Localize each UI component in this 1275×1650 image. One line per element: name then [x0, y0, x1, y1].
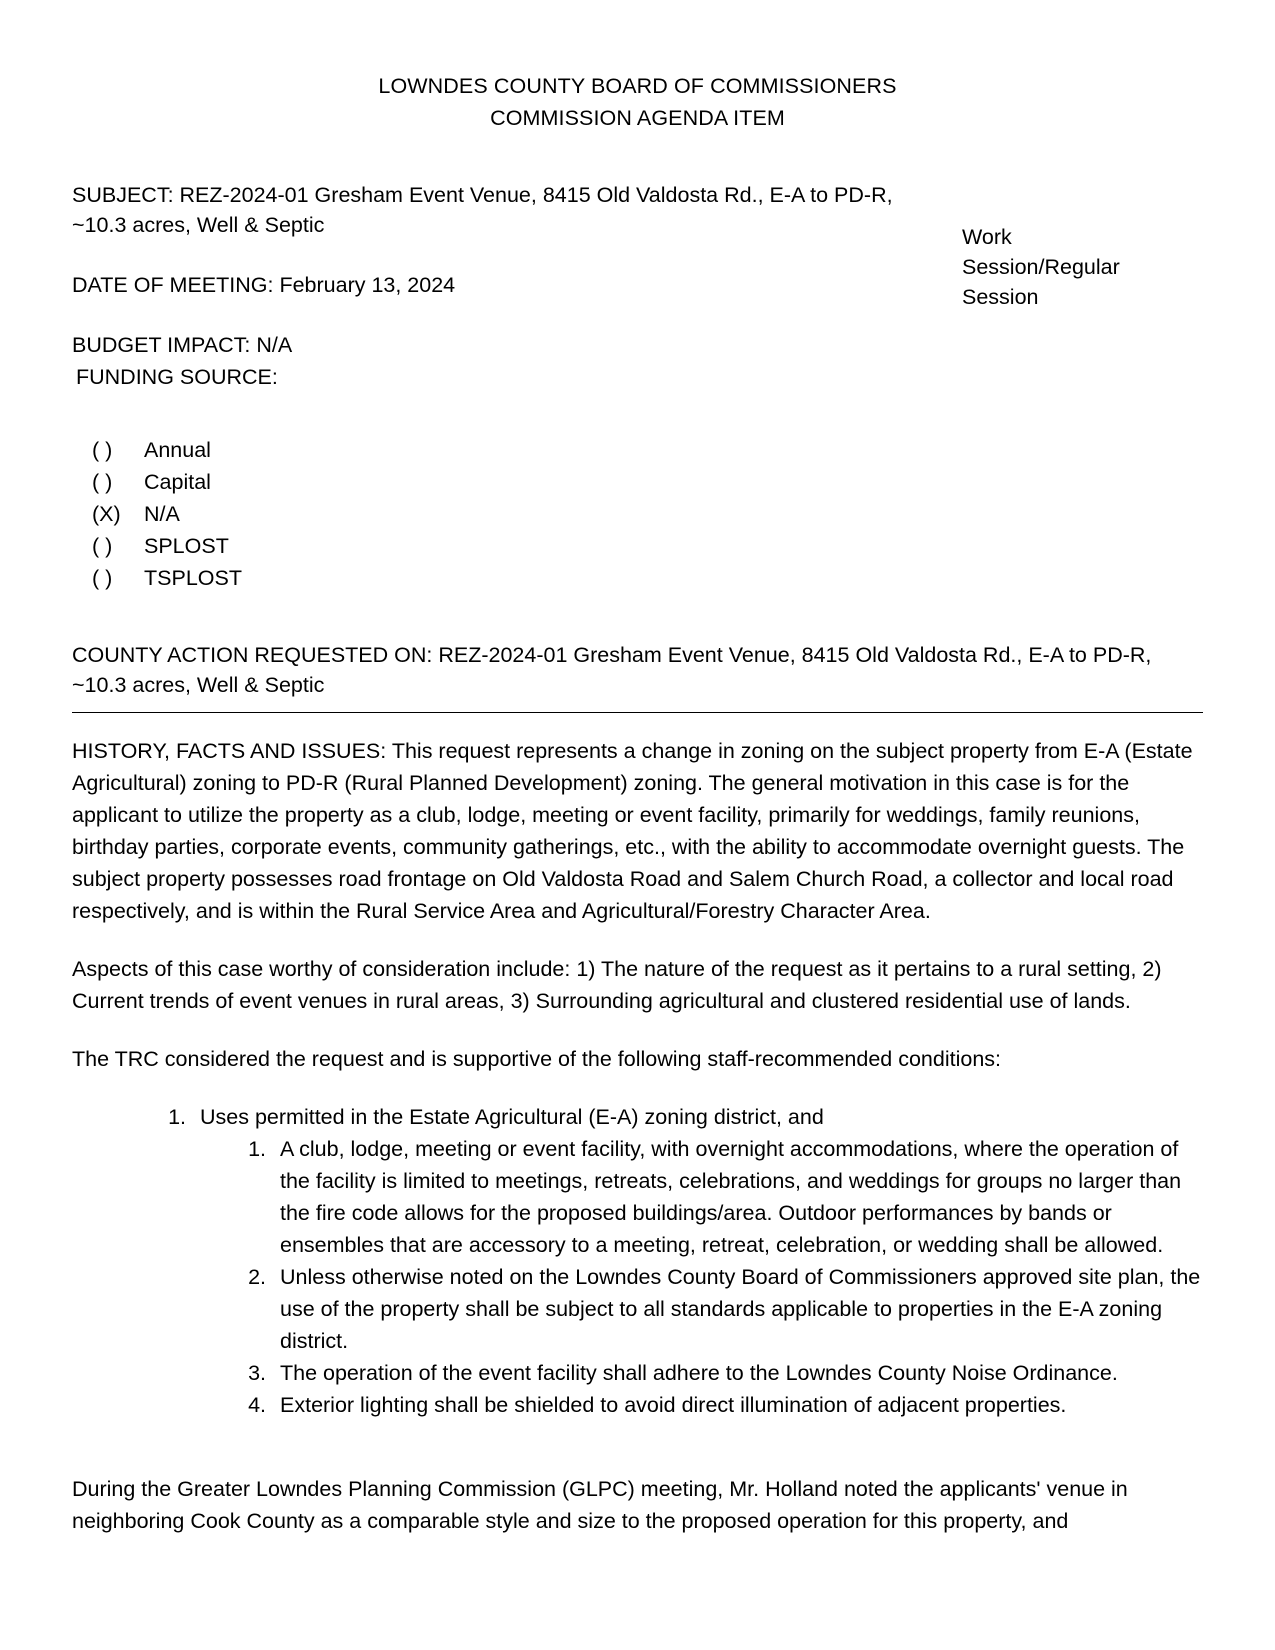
funding-option-label: SPLOST [144, 534, 229, 558]
checkbox-tsplost[interactable]: ( ) [92, 566, 113, 590]
funding-source-line: FUNDING SOURCE: [76, 365, 278, 389]
funding-option-na[interactable] [92, 498, 1203, 530]
checkbox-capital[interactable]: ( ) [92, 470, 113, 494]
funding-option-label: TSPLOST [144, 566, 242, 590]
history-facts-issues-section [72, 735, 1203, 1537]
budget-impact-line: BUDGET IMPACT: N/A [72, 333, 293, 357]
funding-option-label: Annual [144, 438, 211, 462]
sub-condition-item: 1. A club, lodge, meeting or event facility, with overnight accommodations, where the operation of the facility is limited to meetings, retreats, celebrations, and weddings for groups no larger than the fire code allows for the proposed buildings/area. Outdoor performances by bands or ensembles that are accessory to a meeting, retreat, celebration, or wedding shall be allowed. [272, 1133, 1203, 1261]
funding-options-list [72, 434, 1203, 594]
history-paragraph-1: HISTORY, FACTS AND ISSUES: This request represents a change in zoning on the subject property from E-A (Estate Agricultural) zoning to PD-R (Rural Planned Development) zoning. The general motivation in this case is for the applicant to utilize the property as a club, lodge, meeting or event facility, primarily for weddings, family reunions, birthday parties, corporate events, community gatherings, etc., with the ability to accommodate overnight guests. The subject property possesses road frontage on Old Valdosta Road and Salem Church Road, a collector and local road respectively, and is within the Rural Service Area and Agricultural/Forestry Character Area. [72, 739, 1193, 923]
condition-main-text: Uses permitted in the Estate Agricultural (E-A) zoning district, and [200, 1105, 824, 1129]
document-title [72, 70, 1203, 134]
session-note: Work Session/Regular Session [962, 225, 1120, 309]
funding-option-tsplost[interactable] [92, 562, 1203, 594]
checkbox-splost[interactable]: ( ) [92, 534, 113, 558]
sub-condition-item: 4. Exterior lighting shall be shielded to avoid direct illumination of adjacent properties. [272, 1389, 1203, 1421]
history-paragraph-2: Aspects of this case worthy of consideration include: 1) The nature of the request as it pertains to a rural setting, 2) Current trends of event venues in rural areas, 3) Surrounding agricultural and clustered residential use of lands. [72, 957, 1162, 1013]
funding-option-label: N/A [144, 502, 180, 526]
checkbox-annual[interactable]: ( ) [92, 438, 113, 462]
sub-condition-item: 3. The operation of the event facility shall adhere to the Lowndes County Noise Ordinance. [272, 1357, 1203, 1389]
title-line-2: COMMISSION AGENDA ITEM [490, 106, 785, 130]
checkbox-na[interactable]: (X) [92, 502, 121, 526]
title-line-1: LOWNDES COUNTY BOARD OF COMMISSIONERS [378, 74, 897, 98]
history-paragraph-3: The TRC considered the request and is supportive of the following staff-recommended conditions: [72, 1047, 1001, 1071]
conditions-list [72, 1101, 1203, 1421]
sub-conditions-list [200, 1133, 1203, 1421]
county-action-requested: COUNTY ACTION REQUESTED ON: REZ-2024-01 Gresham Event Venue, 8415 Old Valdosta Rd., E-A to PD-R, ~10.3 acres, Well & Septic [72, 640, 1203, 713]
funding-option-annual[interactable] [92, 434, 1203, 466]
subject-line: SUBJECT: REZ-2024-01 Gresham Event Venue, 8415 Old Valdosta Rd., E-A to PD-R, ~10.3 acres, Well & Septic [72, 183, 893, 237]
funding-option-label: Capital [144, 470, 211, 494]
funding-option-capital[interactable] [92, 466, 1203, 498]
condition-item [192, 1101, 1203, 1421]
closing-paragraph: During the Greater Lowndes Planning Commission (GLPC) meeting, Mr. Holland noted the applicants' venue in neighboring Cook County as a comparable style and size to the proposed operation for this property, and [72, 1477, 1128, 1533]
meeting-date-line: DATE OF MEETING: February 13, 2024 [72, 273, 456, 297]
sub-condition-item: 2. Unless otherwise noted on the Lowndes County Board of Commissioners approved site plan, the use of the property shall be subject to all standards applicable to properties in the E-A zoning district. [272, 1261, 1203, 1357]
funding-option-splost[interactable] [92, 530, 1203, 562]
